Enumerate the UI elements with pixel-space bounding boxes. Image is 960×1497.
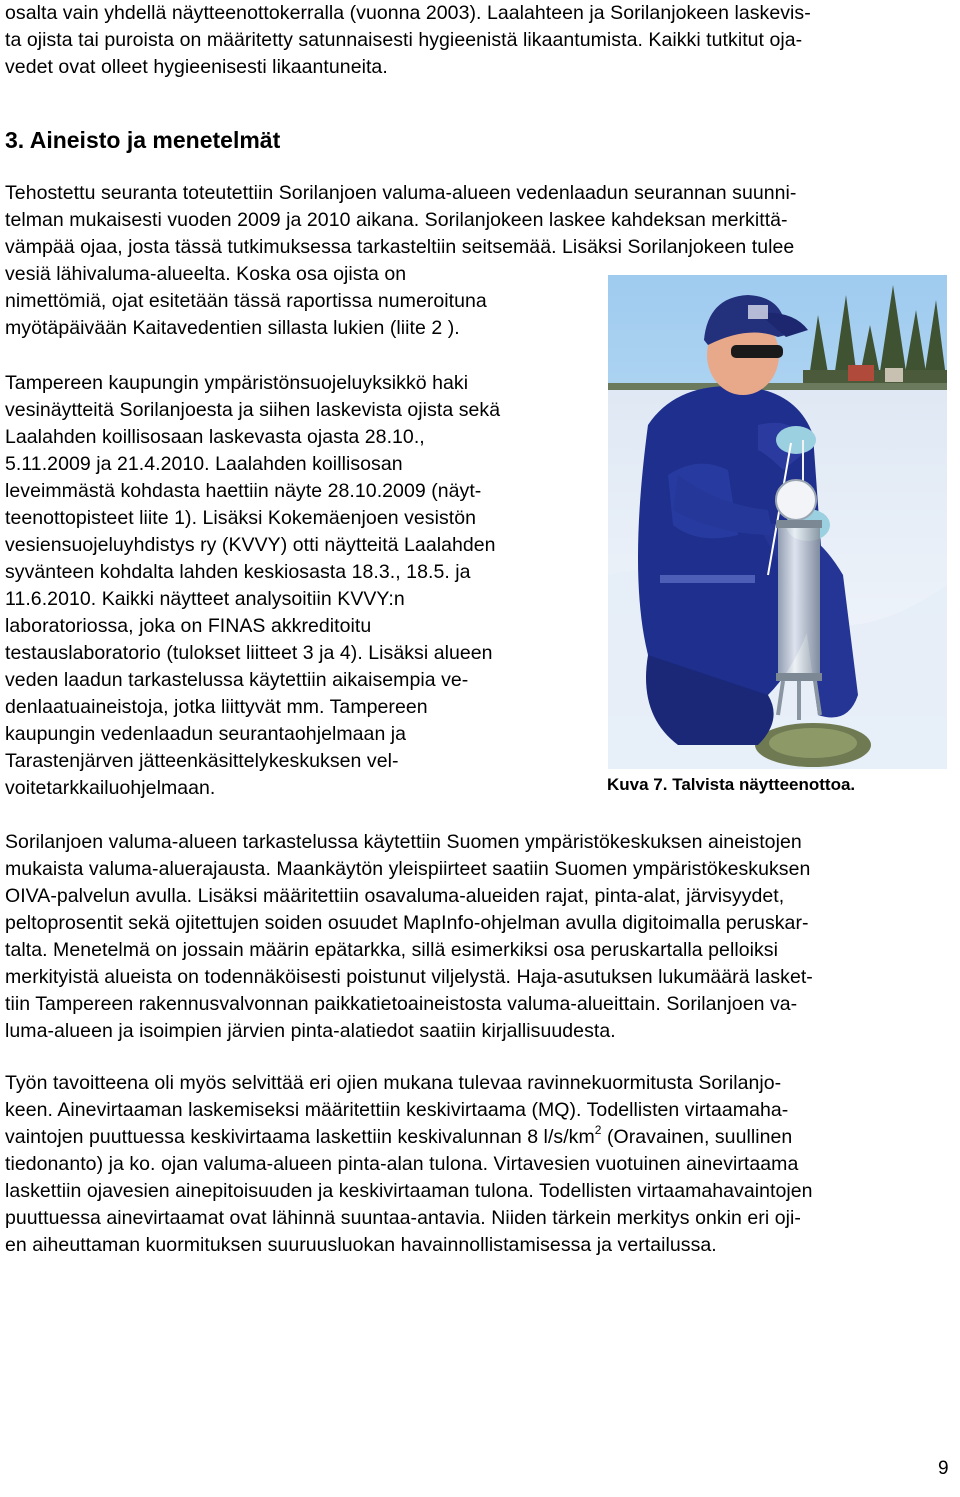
- body-line: luma-alueen ja isoimpien järvien pinta-alatiedot saatiin kirjallisuudesta.: [5, 1020, 616, 1042]
- body-line: peltoprosentit sekä ojitettujen soiden osuudet MapInfo-ohjelman avulla digitoimalla peruskar-: [5, 912, 809, 934]
- body-line: laboratoriossa, joka on FINAS akkreditoitu: [5, 615, 372, 637]
- body-line: mukaista valuma-aluerajausta. Maankäytön yleispiirteet saatiin Suomen ympäristökeskuksen: [5, 858, 811, 880]
- figure-caption: Kuva 7. Talvista näytteenottoa.: [607, 775, 856, 794]
- body-line: puuttuessa ainevirtaamat ovat lähinnä suuntaa-antavia. Niiden tärkein merkitys onkin eri oji-: [5, 1207, 801, 1229]
- body-line: voitetarkkailuohjelmaan.: [5, 777, 216, 799]
- body-line: talta. Menetelmä on jossain määrin epätarkka, sillä esimerkiksi osa peruskartalla pelloiksi: [5, 939, 778, 961]
- body-line: vesiensuojeluyhdistys ry (KVVY) otti näytteitä Laalahden: [5, 534, 496, 556]
- body-line: leveimmästä kohdasta haettiin näyte 28.10.2009 (näyt-: [5, 480, 482, 502]
- body-line: teenottopisteet liite 1). Lisäksi Kokemäenjoen vesistön: [5, 507, 477, 529]
- body-line: nimettömiä, ojat esitetään tässä raportissa numeroituna: [5, 290, 487, 312]
- body-line: syvänteen kohdalta lahden keskiosasta 18.3., 18.5. ja: [5, 561, 471, 583]
- body-line: Laalahden koillisosaan laskevasta ojasta 28.10.,: [5, 426, 425, 448]
- body-line: Sorilanjoen valuma-alueen tarkastelussa käytettiin Suomen ympäristökeskuksen aineistojen: [5, 831, 802, 853]
- body-line: Tampereen kaupungin ympäristönsuojeluyksikkö haki: [5, 372, 469, 394]
- section-heading: 3. Aineisto ja menetelmät: [5, 127, 281, 153]
- body-line: vesiä lähivaluma-alueelta. Koska osa ojista on: [5, 263, 407, 285]
- body-line: veden laadun tarkastelussa käytettiin aikaisempia ve-: [5, 669, 469, 691]
- body-line: merkityistä alueista on todennäköisesti poistunut viljelystä. Haja-asutuksen lukumäärä lasket-: [5, 966, 813, 988]
- body-line: keen. Ainevirtaaman laskemiseksi määritettiin keskivirtaama (MQ). Todellisten virtaamaha-: [5, 1099, 789, 1121]
- page-number: 9: [938, 1458, 949, 1479]
- body-line: vesinäytteitä Sorilanjoesta ja siihen laskevista ojista sekä: [5, 399, 501, 421]
- body-line: 5.11.2009 ja 21.4.2010. Laalahden koillisosan: [5, 453, 403, 475]
- body-line: Työn tavoitteena oli myös selvittää eri ojien mukana tulevaa ravinnekuormitusta Sorilanjo-: [5, 1072, 782, 1094]
- body-line: Tehostettu seuranta toteutettiin Sorilanjoen valuma-alueen vedenlaadun seurannan suunni-: [5, 182, 797, 204]
- intro-line: ta ojista tai puroista on määritetty satunnaisesti hygieenistä likaantumista. Kaikki tutkitut oja-: [5, 29, 803, 51]
- body-line: en aiheuttaman kuormituksen suuruusluokan havainnollistamisessa ja vertailussa.: [5, 1234, 717, 1256]
- body-line: OIVA-palvelun avulla. Lisäksi määritettiin osavaluma-alueiden rajat, pinta-alat, järvisyydet,: [5, 885, 785, 907]
- body-line: tiin Tampereen rakennusvalvonnan paikkatietoaineistosta valuma-alueittain. Sorilanjoen va-: [5, 993, 798, 1015]
- body-line: laskettiin ojavesien ainepitoisuuden ja keskivirtaaman tulona. Todellisten virtaamahavaintojen: [5, 1180, 813, 1202]
- body-line: [5, 1124, 792, 1151]
- body-line: Tarastenjärven jätteenkäsittelykeskuksen vel-: [5, 750, 399, 772]
- body-line: kaupungin vedenlaadun seurantaohjelmaan ja: [5, 723, 407, 745]
- body-line: myötäpäivään Kaitavedentien sillasta lukien (liite 2 ).: [5, 317, 460, 339]
- winter-sampling-photo: [608, 275, 947, 769]
- intro-line: vedet ovat olleet hygieenisesti likaantuneita.: [5, 56, 388, 78]
- body-line: telman mukaisesti vuoden 2009 ja 2010 aikana. Sorilanjokeen laskee kahdeksan merkittä-: [5, 209, 788, 231]
- intro-line: osalta vain yhdellä näytteenottokerralla (vuonna 2003). Laalahteen ja Sorilanjokeen laskevis-: [5, 2, 811, 24]
- body-line: tiedonanto) ja ko. ojan valuma-alueen pinta-alan tulona. Virtavesien vuotuinen ainevirtaama: [5, 1153, 799, 1175]
- body-line: testauslaboratorio (tulokset liitteet 3 ja 4). Lisäksi alueen: [5, 642, 493, 664]
- body-line: denlaatuaineistoja, jotka liittyvät mm. Tampereen: [5, 696, 428, 718]
- body-line: vämpää ojaa, josta tässä tutkimuksessa tarkasteltiin seitsemää. Lisäksi Sorilanjokeen tulee: [5, 236, 795, 258]
- body-text: (Oravainen, suullinen: [601, 1126, 793, 1148]
- superscript: 2: [594, 1122, 602, 1137]
- body-text: vaintojen puuttuessa keskivirtaama laskettiin keskivalunnan 8 l/s/km: [5, 1126, 595, 1148]
- body-line: 11.6.2010. Kaikki näytteet analysoitiin KVVY:n: [5, 588, 405, 610]
